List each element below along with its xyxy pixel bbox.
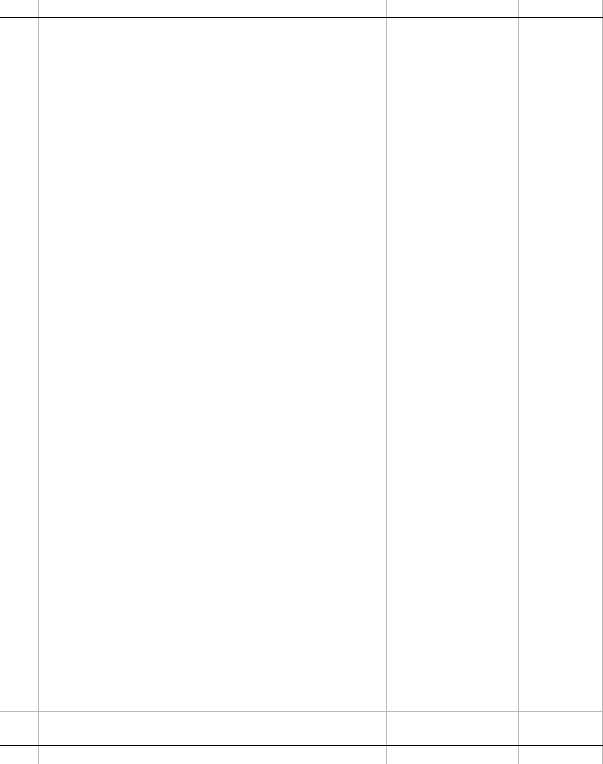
grid-line <box>386 0 387 764</box>
differenz-label[interactable] <box>38 746 386 764</box>
grid-line <box>518 0 519 764</box>
header-extra-cell[interactable] <box>518 0 603 17</box>
mittel-label[interactable] <box>38 712 386 745</box>
summe-amount[interactable] <box>386 695 518 711</box>
summe-extra-cell[interactable] <box>518 695 603 711</box>
differenz-amount[interactable] <box>386 746 518 764</box>
differenz-row <box>0 746 603 764</box>
header-row <box>0 0 603 18</box>
mittel-num-cell[interactable] <box>0 712 38 745</box>
mittel-amount[interactable] <box>386 712 518 745</box>
header-num-cell[interactable] <box>0 0 38 17</box>
summe-num-cell[interactable] <box>0 695 38 711</box>
differenz-num-cell[interactable] <box>0 746 38 764</box>
mittel-extra-cell[interactable] <box>518 712 603 745</box>
header-desc-cell[interactable] <box>38 0 386 17</box>
summe-label[interactable] <box>38 695 386 711</box>
mittel-row <box>0 712 603 746</box>
amount-column-header[interactable] <box>386 0 518 17</box>
differenz-extra-cell[interactable] <box>518 746 603 764</box>
grid-line <box>38 0 39 764</box>
summe-row <box>0 695 603 712</box>
